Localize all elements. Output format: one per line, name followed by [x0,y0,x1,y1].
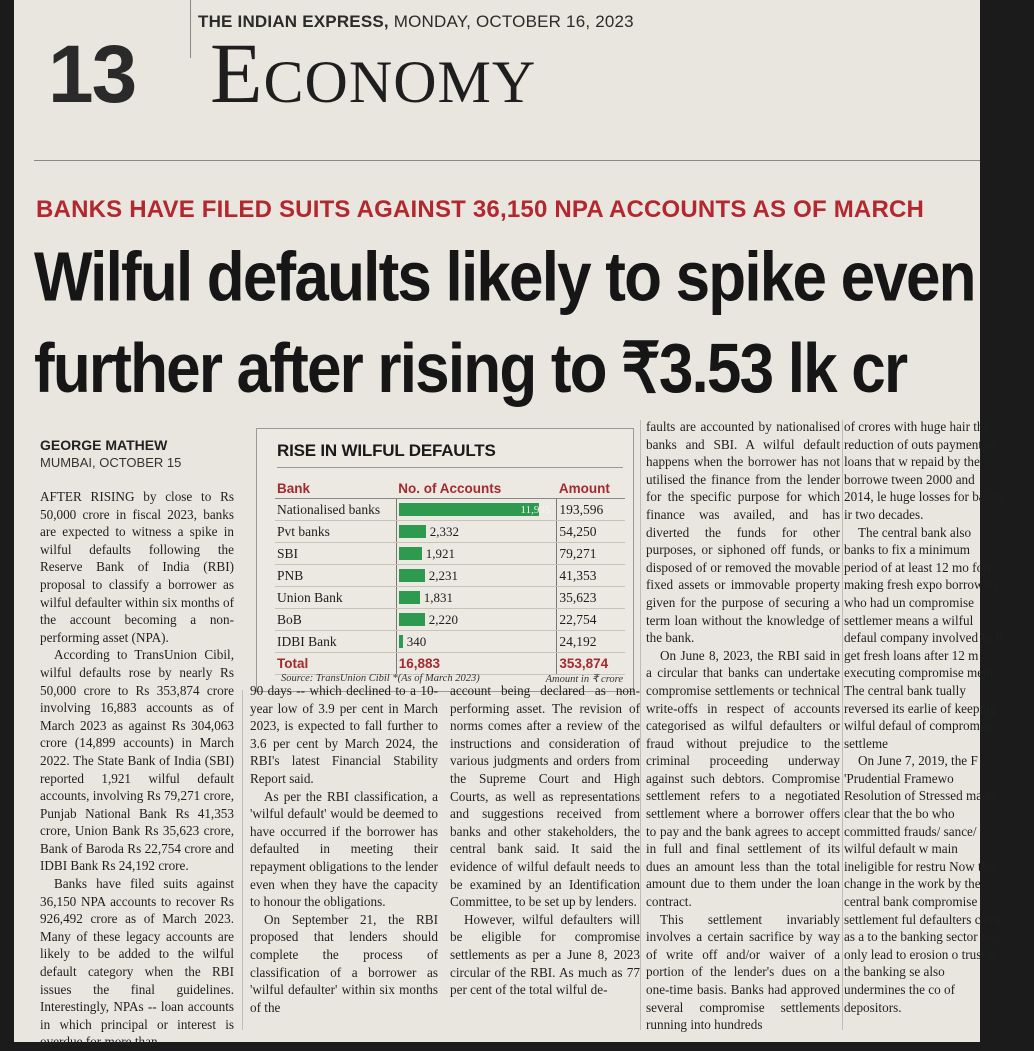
accounts-bar [399,525,426,538]
bank-name: Union Bank [275,587,396,609]
table-header-row [275,479,625,499]
paragraph: This settlement invariably involves a certain sacrifice by way of write off and/or waiver of a portion of the lender's dues on a one-time basis. Banks had approved several compromise settlements running into hundreds [646,911,840,1033]
bank-name: SBI [275,543,396,565]
paragraph: Banks have filed suits against 36,150 NPA accounts to recover Rs 926,492 crore as of March 2023. Many of these legacy accounts are likely to be added to the wilful default category when the RBI issues the final guidelines. Interestingly, NPAs -- loan accounts in which principal or interest is overdue for more than [40,876,234,1050]
table-row [275,499,625,521]
accounts-bar [399,503,539,516]
accounts-cell [396,565,557,587]
column-divider [640,420,641,1030]
header-bank: Bank [275,479,396,499]
dateline: MUMBAI, OCTOBER 15 [40,455,182,470]
article-kicker: BANKS HAVE FILED SUITS AGAINST 36,150 NPA ACCOUNTS AS OF MARCH [36,196,925,223]
accounts-bar [399,613,425,626]
paragraph: According to TransUnion Cibil, wilful defaults rose by nearly Rs 50,000 crore to Rs 353,874 crore involving 16,883 accounts as of March 2023 as against Rs 304,063 crore (14,899 accounts) in March 2022. The State Bank of India (SBI) reported 1,921 wilful default accounts, involving Rs 79,271 crore, Punjab National Bank Rs 41,353 crore, Union Bank Rs 35,623 crore, Bank of Baroda Rs 22,754 crore and IDBI Bank Rs 24,192 crore. [40,647,234,874]
wilful-defaults-table [275,479,625,675]
total-accounts: 16,883 [396,653,557,675]
bank-name: BoB [275,609,396,631]
headline-line-1: Wilful defaults likely to spike even [34,238,975,316]
paragraph: However, wilful defaulters will be eligible for compromise settlements as per a June 8, 2023 circular of the RBI. As much as 77 per cent of the total wilful de- [450,911,640,998]
article-column-4 [646,418,840,1034]
newspaper-page [14,0,1004,1050]
accounts-value: 340 [406,633,427,649]
total-amount: 353,874 [557,653,625,675]
amount-value: 22,754 [557,609,625,631]
paragraph: of crores with huge hair the reduction of outs payment or loans that w repaid by the borrowe tween 2000 and 2014, le huge losses for banks ir two decades. [844,419,1003,522]
accounts-value: 11,935 [520,503,551,516]
table-row [275,587,625,609]
accounts-bar [399,591,420,604]
column-divider [242,690,243,1030]
author-name: GEORGE MATHEW [40,437,168,453]
bank-name: IDBI Bank [275,631,396,653]
paragraph: 90 days -- which declined to a 10-year low of 3.9 per cent in March 2023, is expected to fall further to 3.6 per cent by March 2024, the RBI's latest Financial Stability Report said. [250,683,438,786]
paragraph: AFTER RISING by close to Rs 50,000 crore in fiscal 2023, banks are expected to witness a spike in wilful defaults following the Reserve Bank of India (RBI) proposal to classify a borrower as wilful defaulter within six months of the account becoming a non-performing asset (NPA). [40,489,234,645]
article-headline [34,232,1034,416]
page-number: 13 [48,29,136,120]
table-total-row [275,653,625,675]
accounts-cell [396,499,557,521]
bank-name: PNB [275,565,396,587]
article-column-3 [450,682,640,999]
accounts-value: 2,332 [429,523,459,539]
paper-name: THE INDIAN EXPRESS, [198,12,389,31]
accounts-value: 2,231 [428,567,458,583]
accounts-value: 1,831 [423,589,453,605]
byline [40,436,181,472]
headline-line-2: further after rising to ₹3.53 lk cr [34,330,907,408]
header-amount: Amount [557,479,625,499]
article-column-5 [844,418,1004,1016]
paragraph: On September 21, the RBI proposed that lenders should complete the process of classification of a borrower as 'wilful defaulter' within six months of the [250,911,438,1015]
table-title: RISE IN WILFUL DEFAULTS [277,441,496,460]
table-title-rule [277,467,623,468]
amount-value: 35,623 [557,587,625,609]
table-row [275,521,625,543]
paragraph: faults are accounted by nationalised banks and SBI. A wilful default happens when the borrower has not utilised the finance from the lender for the specific purpose for which finance was availed, and has diverted the funds for other purposes, or siphoned off funds, or disposed of or removed the movable fixed assets or immovable property given for the purpose of securing a term loan without the knowledge of the bank. [646,419,840,646]
table-unit-note: Amount in ₹ crore [545,674,623,685]
table-row [275,631,625,653]
accounts-cell [396,521,557,543]
column-divider [842,420,843,1030]
accounts-cell [396,587,557,609]
paragraph: On June 8, 2023, the RBI said in a circular that banks can undertake compromise settlements or technical write-offs in respect of accounts categorised as wilful defaulters or fraud without prejudice to the criminal proceeding underway against such debtors. Compromise settlement refers to a negotiated settlement where a borrower offers to pay and the bank agrees to accept in full and final settlement of its dues an amount less than the total amount due to them under the loan contract. [646,647,840,910]
table-row [275,609,625,631]
accounts-cell [396,631,557,653]
accounts-value: 2,220 [428,611,458,627]
accounts-value: 1,921 [425,545,455,561]
section-rule [34,160,980,161]
amount-value: 24,192 [557,631,625,653]
header-accounts: No. of Accounts [396,479,557,499]
table-row [275,543,625,565]
paragraph: On June 7, 2019, the F 'Prudential Framewo Resolution of Stressed made clear that the bo who committed frauds/ sance/ wilful default w main ineligible for restru Now this change in the work by the central bank compromise settlement ful defaulters came as a to the banking sector as i only lead to erosion o trust in the banking se also undermines the co of depositors. [844,753,1003,1015]
paragraph: As per the RBI classification, a 'wilful default' would be deemed to have occurred if the borrower has defaulted in meeting their repayment obligations to the lender even when they have the capacity to honour the obligations. [250,788,438,910]
table-source: Source: TransUnion Cibil *(As of March 2023) [281,673,480,684]
paragraph: account being declared as non-performing asset. The revision of norms comes after a review of the instructions and consideration of various judgments and orders from the Supreme Court and High Courts, as well as representations and suggestions received from banks and other stakeholders, the central bank said. It said the evidence of wilful default needs to be examined by an Identification Committee, to be set up by lenders. [450,683,640,910]
table-row [275,565,625,587]
amount-value: 193,596 [557,499,625,521]
accounts-cell [396,543,557,565]
bank-name: Nationalised banks [275,499,396,521]
accounts-bar [399,547,422,560]
accounts-cell [396,609,557,631]
wilful-defaults-table-box [256,428,634,692]
bank-name: Pvt banks [275,521,396,543]
issue-date: MONDAY, OCTOBER 16, 2023 [388,12,634,31]
masthead-divider [190,0,191,58]
article-column-1 [40,488,234,1051]
section-title: Economy [210,25,537,121]
accounts-bar [399,635,403,648]
accounts-bar [399,569,425,582]
amount-value: 79,271 [557,543,625,565]
amount-value: 41,353 [557,565,625,587]
article-column-2 [250,682,438,1016]
paragraph: The central bank also banks to fix a minimum period of at least 12 mo fore making fresh expo borrowers who had un compromise settlemer means a wilful defaul company involved in fr get fresh loans after 12 m executing compromise ment. The central bank tually reversed its earlie of keeping wilful defaul of compromise settleme [844,524,1004,751]
total-label: Total [275,653,396,675]
amount-value: 54,250 [557,521,625,543]
